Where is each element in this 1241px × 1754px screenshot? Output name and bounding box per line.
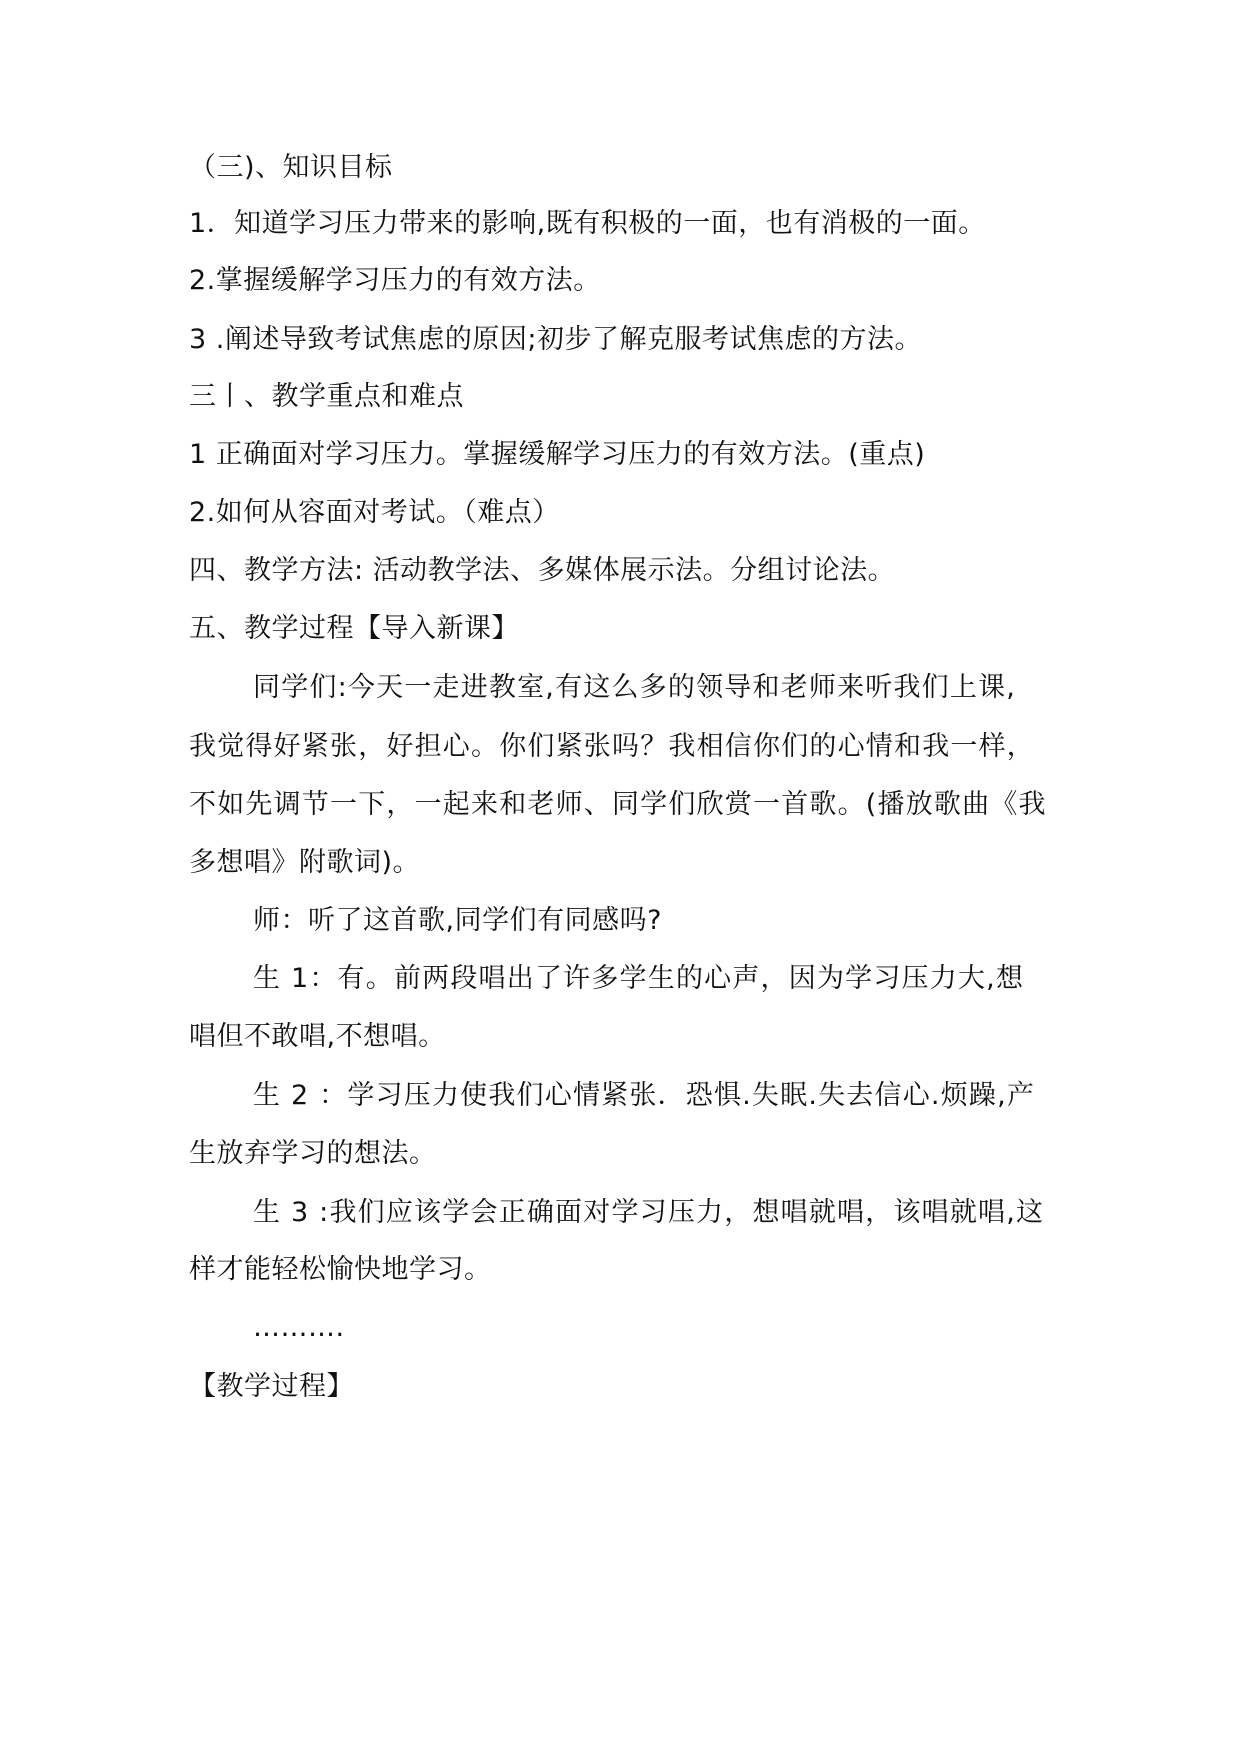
dialogue-student-3-line-1: 生 3 :我们应该学会正确面对学习压力，想唱就唱，该唱就唱,这 [253,1197,1045,1228]
heading-teaching-methods: 四、教学方法: 活动教学法、多媒体展示法。分组讨论法。 [189,555,896,586]
paragraph-intro-line-2: 我觉得好紧张，好担心。你们紧张吗？我相信你们的心情和我一样， [189,731,1035,762]
heading-teaching-process: 五、教学过程【导入新课】 [189,613,519,644]
heading-teaching-process-bracket: 【教学过程】 [189,1371,354,1402]
paragraph-intro-line-4: 多想唱》附歌词)。 [189,847,421,878]
dialogue-student-3-line-2: 样才能轻松愉快地学习。 [189,1254,492,1285]
dialogue-student-1-line-1: 生 1：有。前两段唱出了许多学生的心声，因为学习压力大,想 [253,963,1025,994]
dialogue-student-2-line-2: 生放弃学习的想法。 [189,1138,437,1169]
heading-key-points: 三丨、教学重点和难点 [189,381,464,412]
goal-item-3: 3 .阐述导致考试焦虑的原因;初步了解克服考试焦虑的方法。 [189,324,922,355]
key-point-1: 1 正确面对学习压力。掌握缓解学习压力的有效方法。(重点) [189,439,926,470]
dialogue-teacher: 师：听了这首歌,同学们有同感吗? [253,905,662,936]
ellipsis: ………. [253,1312,345,1343]
dialogue-student-1-line-2: 唱但不敢唱,不想唱。 [189,1021,446,1052]
goal-item-1: 1．知道学习压力带来的影响,既有积极的一面，也有消极的一面。 [189,208,986,239]
paragraph-intro-line-1: 同学们:今天一走进教室,有这么多的领导和老师来听我们上课, [253,672,1017,703]
paragraph-intro-line-3: 不如先调节一下，一起来和老师、同学们欣赏一首歌。(播放歌曲《我 [189,789,1047,820]
goal-item-2: 2.掌握缓解学习压力的有效方法。 [189,265,601,296]
heading-knowledge-goals: （三)、知识目标 [189,152,393,183]
key-point-2: 2.如何从容面对考试。（难点） [189,497,560,528]
dialogue-student-2-line-1: 生 2 ：学习压力使我们心情紧张．恐惧.失眠.失去信心.烦躁,产 [253,1080,1036,1111]
